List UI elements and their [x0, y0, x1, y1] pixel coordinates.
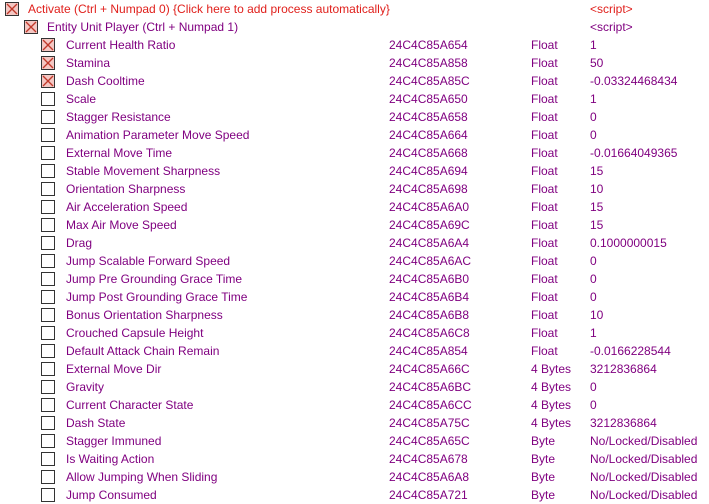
entry-description: Animation Parameter Move Speed: [66, 128, 250, 142]
entry-address: 24C4C85A654: [389, 38, 468, 52]
entry-type: Float: [531, 110, 558, 124]
entry-address: 24C4C85A6C8: [389, 326, 470, 340]
entry-value: 15: [590, 218, 604, 232]
entry-description: Stagger Resistance: [66, 110, 171, 124]
table-row[interactable]: [0, 54, 709, 72]
entry-type: 4 Bytes: [531, 380, 572, 394]
entry-type: Byte: [531, 434, 556, 448]
entry-checkbox[interactable]: [41, 128, 55, 142]
table-row[interactable]: [0, 360, 709, 378]
table-row[interactable]: [0, 144, 709, 162]
entry-type: Float: [531, 200, 558, 214]
table-row[interactable]: [0, 306, 709, 324]
entry-value: 0.1000000015: [590, 236, 667, 250]
entry-address: 24C4C85A6BC: [389, 380, 472, 394]
entry-description: External Move Dir: [66, 362, 162, 376]
group-label: Entity Unit Player (Ctrl + Numpad 1): [47, 20, 239, 34]
entry-address: 24C4C85A658: [389, 110, 468, 124]
entry-address: 24C4C85A650: [389, 92, 468, 106]
entry-type: 4 Bytes: [531, 416, 572, 430]
entry-description: Bonus Orientation Sharpness: [66, 308, 223, 322]
entry-address: 24C4C85A721: [389, 488, 468, 502]
entry-checkbox[interactable]: [41, 164, 55, 178]
entry-address: 24C4C85A678: [389, 452, 468, 466]
table-row[interactable]: [0, 108, 709, 126]
entry-checkbox[interactable]: [41, 434, 55, 448]
entry-value: 1: [590, 92, 597, 106]
entry-address: 24C4C85A6A8: [389, 470, 470, 484]
entry-description: Scale: [66, 92, 97, 106]
entry-type: Float: [531, 56, 558, 70]
entry-type: Float: [531, 164, 558, 178]
entry-address: 24C4C85A6CC: [389, 398, 472, 412]
entry-checkbox[interactable]: [41, 344, 55, 358]
entry-checkbox[interactable]: [41, 452, 55, 466]
entry-checkbox[interactable]: [41, 182, 55, 196]
table-row[interactable]: [0, 234, 709, 252]
table-row[interactable]: [0, 270, 709, 288]
entry-description: Jump Pre Grounding Grace Time: [66, 272, 243, 286]
entry-type: Float: [531, 272, 558, 286]
entry-value: 3212836864: [590, 416, 657, 430]
entry-address: 24C4C85A6B0: [389, 272, 470, 286]
entry-type: Float: [531, 38, 558, 52]
activate-label: Activate (Ctrl + Numpad 0) {Click here to add process automatically}: [28, 2, 390, 16]
group-checkbox[interactable]: [24, 20, 38, 34]
entry-value: 0: [590, 128, 597, 142]
table-row[interactable]: [0, 450, 709, 468]
entry-type: 4 Bytes: [531, 398, 572, 412]
entry-description: Gravity: [66, 380, 105, 394]
entry-value: -0.01664049365: [590, 146, 678, 160]
table-row[interactable]: [0, 180, 709, 198]
table-row[interactable]: [0, 342, 709, 360]
entry-description: Stamina: [66, 56, 111, 70]
entry-checkbox[interactable]: [41, 308, 55, 322]
entry-description: Is Waiting Action: [66, 452, 155, 466]
table-row[interactable]: [0, 396, 709, 414]
entry-type: Float: [531, 146, 558, 160]
entry-description: Dash Cooltime: [66, 74, 145, 88]
table-row[interactable]: [0, 162, 709, 180]
entry-type: Float: [531, 308, 558, 322]
entry-value: 0: [590, 290, 597, 304]
table-row[interactable]: [0, 126, 709, 144]
entry-type: Byte: [531, 470, 556, 484]
entry-value: 10: [590, 308, 604, 322]
activate-row[interactable]: [0, 0, 709, 18]
table-row[interactable]: [0, 432, 709, 450]
entry-description: Jump Post Grounding Grace Time: [66, 290, 248, 304]
entry-description: Crouched Capsule Height: [66, 326, 204, 340]
entry-type: Byte: [531, 452, 556, 466]
entry-address: 24C4C85A75C: [389, 416, 470, 430]
entry-description: Stagger Immuned: [66, 434, 162, 448]
entry-type: Float: [531, 326, 558, 340]
entry-description: External Move Time: [66, 146, 173, 160]
table-row[interactable]: [0, 288, 709, 306]
entry-checkbox[interactable]: [41, 74, 55, 88]
entry-address: 24C4C85A854: [389, 344, 468, 358]
entry-value: 3212836864: [590, 362, 657, 376]
entry-type: Float: [531, 182, 558, 196]
group-row[interactable]: [0, 18, 709, 36]
entry-value: No/Locked/Disabled: [590, 488, 698, 502]
entry-value: 0: [590, 398, 597, 412]
entry-description: Orientation Sharpness: [66, 182, 186, 196]
entry-description: Jump Scalable Forward Speed: [66, 254, 231, 268]
entry-address: 24C4C85A85C: [389, 74, 470, 88]
table-row[interactable]: [0, 414, 709, 432]
entry-description: Allow Jumping When Sliding: [66, 470, 218, 484]
entry-address: 24C4C85A6A0: [389, 200, 470, 214]
entry-type: Byte: [531, 488, 556, 502]
table-row[interactable]: [0, 486, 709, 504]
entry-checkbox[interactable]: [41, 272, 55, 286]
entry-value: 1: [590, 38, 597, 52]
entry-address: 24C4C85A664: [389, 128, 468, 142]
entry-address: 24C4C85A6A4: [389, 236, 470, 250]
entry-value: No/Locked/Disabled: [590, 470, 698, 484]
entry-value: 10: [590, 182, 604, 196]
entry-type: Float: [531, 254, 558, 268]
entry-type: 4 Bytes: [531, 362, 572, 376]
entry-address: 24C4C85A698: [389, 182, 468, 196]
entry-value: No/Locked/Disabled: [590, 452, 698, 466]
entry-description: Default Attack Chain Remain: [66, 344, 220, 358]
entry-checkbox[interactable]: [41, 110, 55, 124]
entry-value: 15: [590, 164, 604, 178]
entry-address: 24C4C85A6B4: [389, 290, 470, 304]
table-row[interactable]: [0, 198, 709, 216]
entry-description: Current Character State: [66, 398, 194, 412]
entry-checkbox[interactable]: [41, 38, 55, 52]
table-row[interactable]: [0, 216, 709, 234]
entry-type: Float: [531, 92, 558, 106]
table-row[interactable]: [0, 252, 709, 270]
entry-value: 50: [590, 56, 604, 70]
activate-checkbox[interactable]: [5, 2, 19, 16]
entry-checkbox[interactable]: [41, 488, 55, 502]
entry-value: -0.0166228544: [590, 344, 671, 358]
table-row[interactable]: [0, 324, 709, 342]
entry-description: Dash State: [66, 416, 126, 430]
group-value: <script>: [590, 20, 633, 34]
entry-checkbox[interactable]: [41, 218, 55, 232]
table-row[interactable]: [0, 36, 709, 54]
entry-checkbox[interactable]: [41, 56, 55, 70]
entry-checkbox[interactable]: [41, 290, 55, 304]
entry-description: Stable Movement Sharpness: [66, 164, 221, 178]
entry-value: 0: [590, 380, 597, 394]
entry-value: 0: [590, 110, 597, 124]
entry-checkbox[interactable]: [41, 362, 55, 376]
activate-value: <script>: [590, 2, 633, 16]
entry-type: Float: [531, 74, 558, 88]
entry-address: 24C4C85A6B8: [389, 308, 470, 322]
entry-checkbox[interactable]: [41, 254, 55, 268]
entry-checkbox[interactable]: [41, 470, 55, 484]
entry-address: 24C4C85A6AC: [389, 254, 472, 268]
entry-description: Air Acceleration Speed: [66, 200, 188, 214]
entry-address: 24C4C85A66C: [389, 362, 470, 376]
entry-type: Float: [531, 290, 558, 304]
entry-address: 24C4C85A69C: [389, 218, 470, 232]
table-row[interactable]: [0, 90, 709, 108]
entry-description: Jump Consumed: [66, 488, 157, 502]
entry-value: 0: [590, 272, 597, 286]
entry-checkbox[interactable]: [41, 92, 55, 106]
entry-address: 24C4C85A65C: [389, 434, 470, 448]
entry-value: 0: [590, 254, 597, 268]
table-row[interactable]: [0, 468, 709, 486]
entry-value: -0.03324468434: [590, 74, 678, 88]
table-row[interactable]: [0, 378, 709, 396]
entry-checkbox[interactable]: [41, 200, 55, 214]
entry-address: 24C4C85A858: [389, 56, 468, 70]
entry-checkbox[interactable]: [41, 416, 55, 430]
entry-checkbox[interactable]: [41, 380, 55, 394]
entry-description: Current Health Ratio: [66, 38, 176, 52]
entry-description: Drag: [66, 236, 93, 250]
entry-checkbox[interactable]: [41, 146, 55, 160]
entry-description: Max Air Move Speed: [66, 218, 177, 232]
entry-value: No/Locked/Disabled: [590, 434, 698, 448]
entry-checkbox[interactable]: [41, 236, 55, 250]
table-row[interactable]: [0, 72, 709, 90]
entry-address: 24C4C85A694: [389, 164, 468, 178]
entry-type: Float: [531, 236, 558, 250]
entry-checkbox[interactable]: [41, 398, 55, 412]
entry-address: 24C4C85A668: [389, 146, 468, 160]
entry-value: 15: [590, 200, 604, 214]
entry-type: Float: [531, 344, 558, 358]
entry-value: 1: [590, 326, 597, 340]
entry-type: Float: [531, 128, 558, 142]
entry-checkbox[interactable]: [41, 326, 55, 340]
entry-type: Float: [531, 218, 558, 232]
